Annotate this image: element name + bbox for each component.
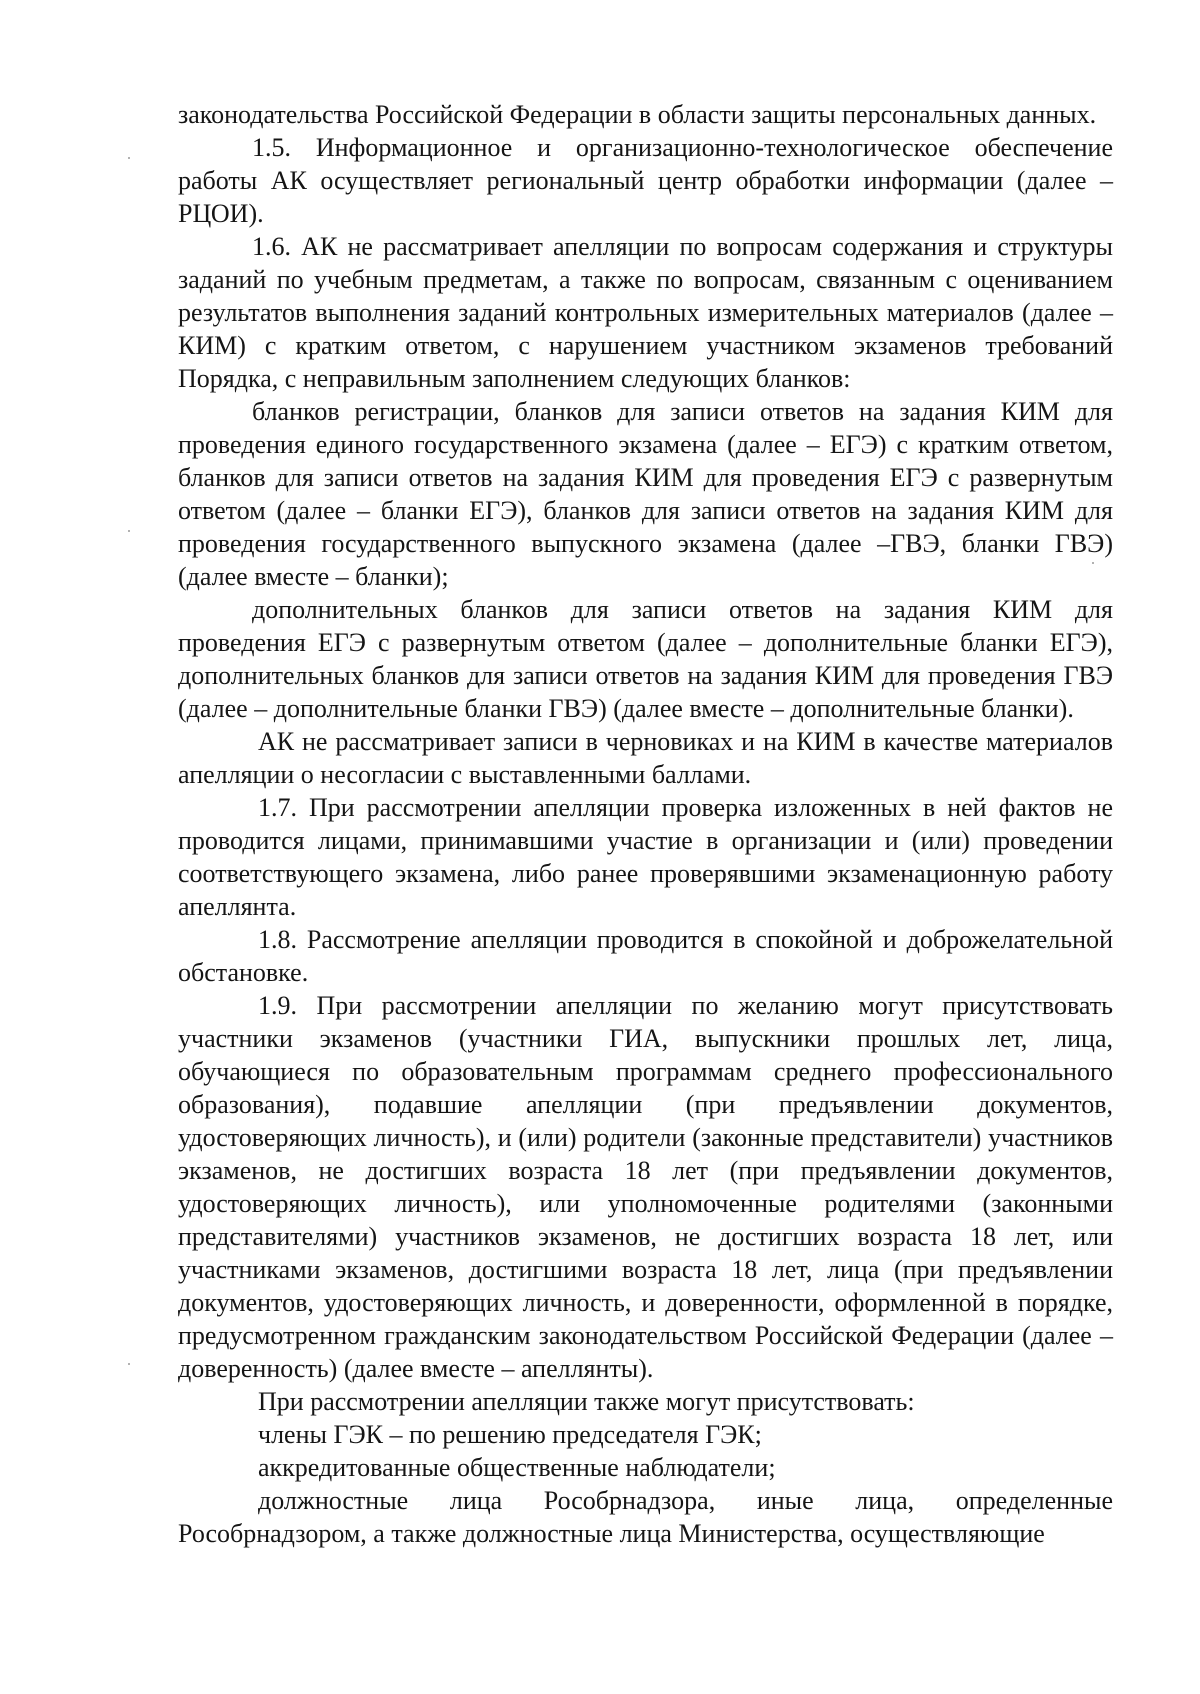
paragraph-attendance-intro: При рассмотрении апелляции также могут присутствовать: — [258, 1387, 915, 1416]
paragraph-officials: должностные лица Рособрнадзора, иные лица, определенные Рособрнадзором, а также должностные лица Министерства, осуществляющие — [178, 1486, 1113, 1548]
paragraph-additional-forms: дополнительных бланков для записи ответов на задания КИМ для проведения ЕГЭ с развернутым ответом (далее – дополнительные бланки ЕГЭ), дополнительных бланков для записи ответов на задания КИМ для проведения ГВЭ (далее – дополнительные бланки ГВЭ) (далее вместе – дополнительные бланки). — [178, 595, 1113, 723]
paragraph-1-7: 1.7. При рассмотрении апелляции проверка изложенных в ней фактов не проводится лицами, принимавшими участие в организации и (или) проведении соответствующего экзамена, либо ранее проверявшими экзаменационную работу апеллянта. — [178, 793, 1113, 921]
scan-speck — [128, 157, 130, 159]
document-body — [178, 98, 1113, 1550]
scan-speck — [1092, 562, 1094, 564]
scan-speck — [128, 1363, 130, 1365]
paragraph-1-9: 1.9. При рассмотрении апелляции по желанию могут присутствовать участники экзаменов (участники ГИА, выпускники прошлых лет, лица, обучающиеся по образовательным программам среднего профессионального образования), подавшие апелляции (при предъявлении документов, удостоверяющих личность), и (или) родители (законные представители) участников экзаменов, не достигших возраста 18 лет (при предъявлении документов, удостоверяющих личность), или уполномоченные родителями (законными представителями) участников экзаменов, не достигших возраста 18 лет, или участниками экзаменов, достигшими возраста 18 лет, лица (при предъявлении документов, удостоверяющих личность, и доверенности, оформленной в порядке, предусмотренном гражданским законодательством Российской Федерации (далее – доверенность) (далее вместе – апеллянты). — [178, 991, 1113, 1383]
paragraph-registration-forms: бланков регистрации, бланков для записи ответов на задания КИМ для проведения единого государственного экзамена (далее – ЕГЭ) с кратким ответом, бланков для записи ответов на задания КИМ для проведения ЕГЭ с развернутым ответом (далее – бланки ЕГЭ), бланков для записи ответов на задания КИМ для проведения государственного выпускного экзамена (далее –ГВЭ, бланки ГВЭ) (далее вместе – бланки); — [178, 397, 1113, 591]
scan-speck — [128, 530, 130, 532]
paragraph-observers: аккредитованные общественные наблюдатели; — [258, 1453, 776, 1482]
paragraph-drafts-note: АК не рассматривает записи в черновиках и на КИМ в качестве материалов апелляции о несогласии с выставленными баллами. — [178, 727, 1113, 789]
paragraph-1-5: 1.5. Информационное и организационно-технологическое обеспечение работы АК осуществляет региональный центр обработки информации (далее – РЦОИ). — [178, 133, 1113, 228]
paragraph-gek-members: члены ГЭК – по решению председателя ГЭК; — [258, 1420, 762, 1449]
paragraph-1-6: 1.6. АК не рассматривает апелляции по вопросам содержания и структуры заданий по учебным предметам, а также по вопросам, связанным с оцениванием результатов выполнения заданий контрольных измерительных материалов (далее – КИМ) с кратким ответом, с нарушением участником экзаменов требований Порядка, с неправильным заполнением следующих бланков: — [178, 232, 1113, 393]
paragraph-1-8: 1.8. Рассмотрение апелляции проводится в спокойной и доброжелательной обстановке. — [178, 925, 1113, 987]
paragraph-continuation: законодательства Российской Федерации в области защиты персональных данных. — [178, 100, 1097, 129]
